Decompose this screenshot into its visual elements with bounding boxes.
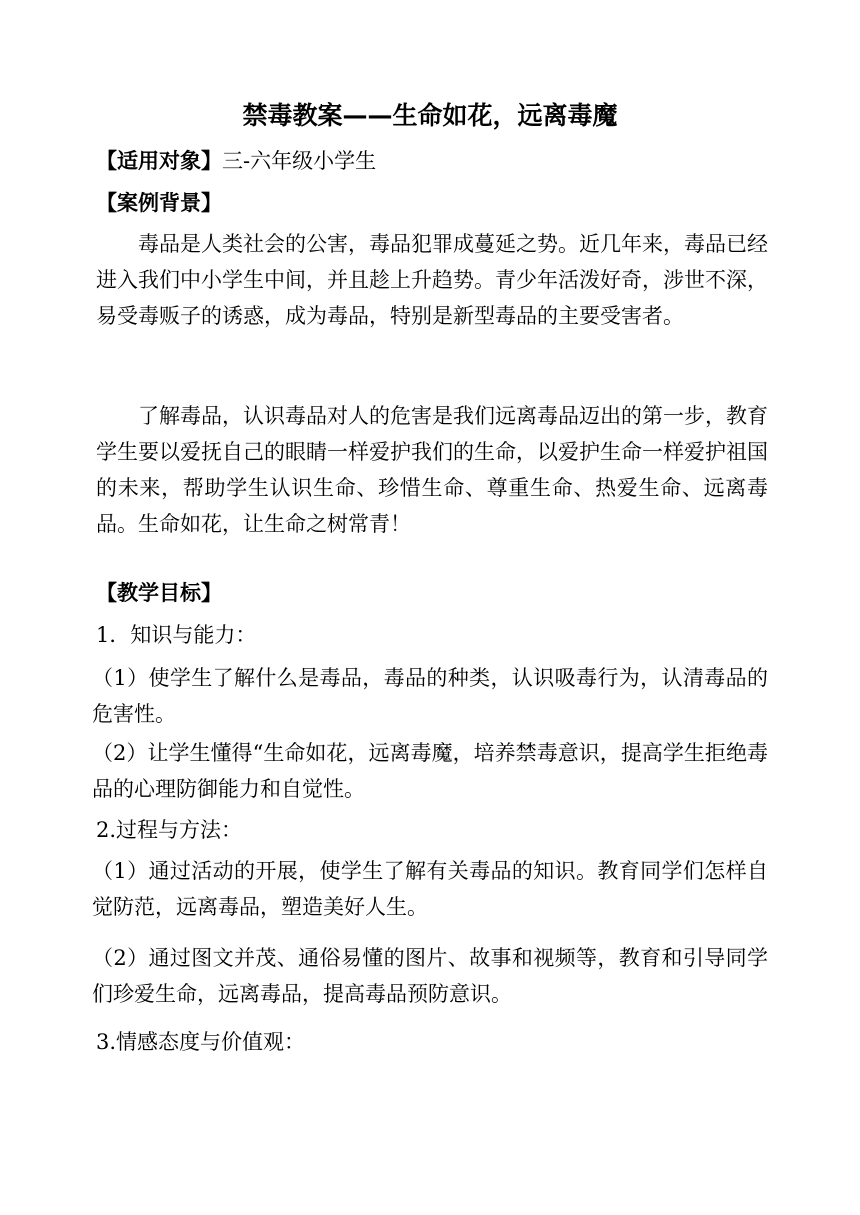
goal-3-heading: 3.情感态度与价值观： (96, 1030, 306, 1054)
goal-2-item-1: （1）通过活动的开展，使学生了解有关毒品的知识。教育同学们怎样自觉防范，远离毒品，塑造美好人生。 (92, 859, 768, 919)
goals-heading: 【教学目标】 (96, 581, 222, 605)
goal-1-item-2: （2）让学生懂得“生命如花，远离毒魔，培养禁毒意识，提高学生拒绝毒品的心理防御能力和自觉性。 (92, 741, 768, 801)
goal-2-heading: 2.过程与方法： (96, 818, 243, 842)
target-audience-line (96, 146, 772, 176)
background-paragraph-1: 毒品是人类社会的公害，毒品犯罪成蔓延之势。近几年来，毒品已经进入我们中小学生中间，并且趁上升趋势。青少年活泼好奇，涉世不深，易受毒贩子的诱惑，成为毒品，特别是新型毒品的主要受害者。 (96, 232, 768, 328)
target-value: 三-六年级小学生 (222, 149, 377, 173)
target-label: 【适用对象】 (96, 149, 222, 173)
background-paragraph-2: 了解毒品，认识毒品对人的危害是我们远离毒品迈出的第一步，教育学生要以爱抚自己的眼睛一样爱护我们的生命，以爱护生命一样爱护祖国的未来，帮助学生认识生命、珍惜生命、尊重生命、热爱生命、远离毒品。生命如花，让生命之树常青！ (96, 404, 768, 536)
page-title: 禁毒教案——生命如花，远离毒魔 (242, 101, 618, 130)
background-heading: 【案例背景】 (96, 191, 222, 215)
goal-1-heading: 1．知识与能力： (96, 623, 257, 647)
goal-2-item-2: （2）通过图文并茂、通俗易懂的图片、故事和视频等，教育和引导同学们珍爱生命，远离毒品，提高毒品预防意识。 (92, 946, 768, 1006)
goal-1-item-1: （1）使学生了解什么是毒品，毒品的种类，认识吸毒行为，认清毒品的危害性。 (92, 666, 768, 726)
